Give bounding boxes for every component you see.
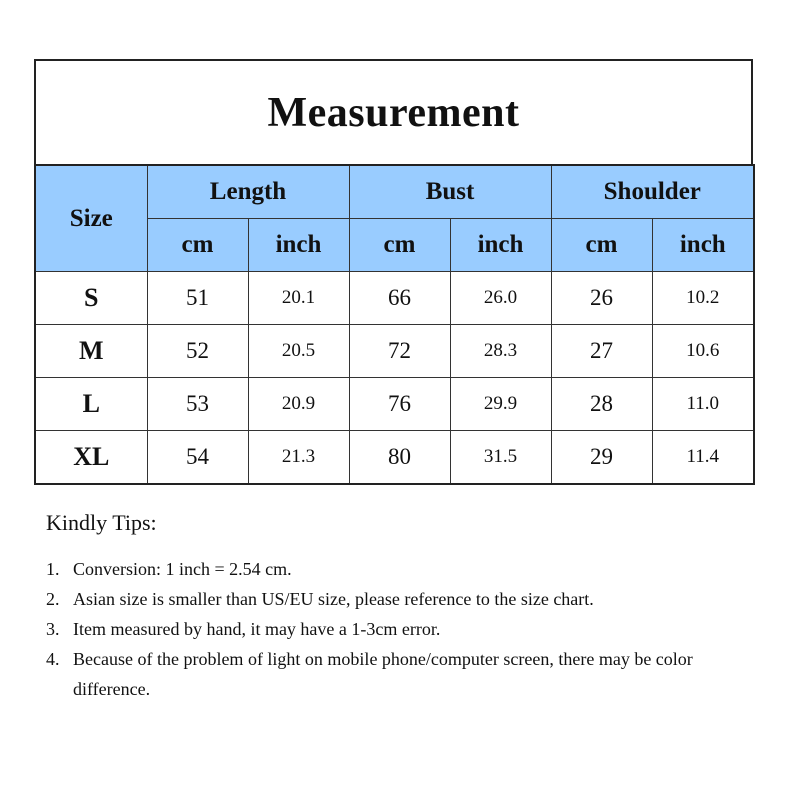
size-column-header: Size bbox=[35, 165, 147, 272]
tip-number: 2. bbox=[46, 589, 60, 609]
tips-title: Kindly Tips: bbox=[46, 510, 157, 535]
size-cell: M bbox=[35, 325, 147, 378]
shoulder-cm-cell: 26 bbox=[551, 272, 652, 325]
shoulder-cm-cell: 29 bbox=[551, 431, 652, 485]
bust-inch-cell: 29.9 bbox=[450, 378, 551, 431]
shoulder-cm-cell: 28 bbox=[551, 378, 652, 431]
list-item bbox=[46, 584, 766, 614]
page-title: Measurement bbox=[267, 89, 520, 136]
unit-header: inch bbox=[450, 219, 551, 272]
tip-text: Because of the problem of light on mobile phone/computer screen, there may be color difference. bbox=[73, 649, 693, 699]
tips-list bbox=[46, 554, 766, 704]
bust-inch-cell: 26.0 bbox=[450, 272, 551, 325]
unit-header: cm bbox=[551, 219, 652, 272]
tip-text: Asian size is smaller than US/EU size, please reference to the size chart. bbox=[73, 589, 594, 609]
length-inch-cell: 20.9 bbox=[248, 378, 349, 431]
length-cm-cell: 54 bbox=[147, 431, 248, 485]
bust-cm-cell: 80 bbox=[349, 431, 450, 485]
table-row bbox=[35, 431, 754, 485]
tip-number: 4. bbox=[46, 649, 60, 669]
measurement-sheet bbox=[34, 59, 753, 485]
shoulder-inch-cell: 10.6 bbox=[652, 325, 754, 378]
unit-header: cm bbox=[349, 219, 450, 272]
group-header-shoulder: Shoulder bbox=[551, 165, 754, 219]
length-inch-cell: 20.1 bbox=[248, 272, 349, 325]
tip-text: Item measured by hand, it may have a 1-3cm error. bbox=[73, 619, 441, 639]
list-item bbox=[46, 614, 766, 644]
shoulder-inch-cell: 11.0 bbox=[652, 378, 754, 431]
length-cm-cell: 53 bbox=[147, 378, 248, 431]
bust-inch-cell: 28.3 bbox=[450, 325, 551, 378]
list-item bbox=[46, 554, 766, 584]
title-box bbox=[34, 59, 753, 164]
bust-cm-cell: 72 bbox=[349, 325, 450, 378]
table-row bbox=[35, 378, 754, 431]
tip-number: 1. bbox=[46, 559, 60, 579]
bust-cm-cell: 76 bbox=[349, 378, 450, 431]
group-header-bust: Bust bbox=[349, 165, 551, 219]
shoulder-inch-cell: 10.2 bbox=[652, 272, 754, 325]
list-item bbox=[46, 644, 766, 704]
length-inch-cell: 20.5 bbox=[248, 325, 349, 378]
shoulder-inch-cell: 11.4 bbox=[652, 431, 754, 485]
tip-number: 3. bbox=[46, 619, 60, 639]
size-cell: S bbox=[35, 272, 147, 325]
shoulder-cm-cell: 27 bbox=[551, 325, 652, 378]
table-row bbox=[35, 325, 754, 378]
unit-header: cm bbox=[147, 219, 248, 272]
length-cm-cell: 52 bbox=[147, 325, 248, 378]
tips-section bbox=[46, 510, 766, 704]
size-cell: L bbox=[35, 378, 147, 431]
bust-inch-cell: 31.5 bbox=[450, 431, 551, 485]
size-table bbox=[34, 164, 755, 485]
length-cm-cell: 51 bbox=[147, 272, 248, 325]
length-inch-cell: 21.3 bbox=[248, 431, 349, 485]
unit-header: inch bbox=[248, 219, 349, 272]
unit-header: inch bbox=[652, 219, 754, 272]
bust-cm-cell: 66 bbox=[349, 272, 450, 325]
tip-text: Conversion: 1 inch = 2.54 cm. bbox=[73, 559, 292, 579]
size-cell: XL bbox=[35, 431, 147, 485]
table-row bbox=[35, 272, 754, 325]
group-header-length: Length bbox=[147, 165, 349, 219]
